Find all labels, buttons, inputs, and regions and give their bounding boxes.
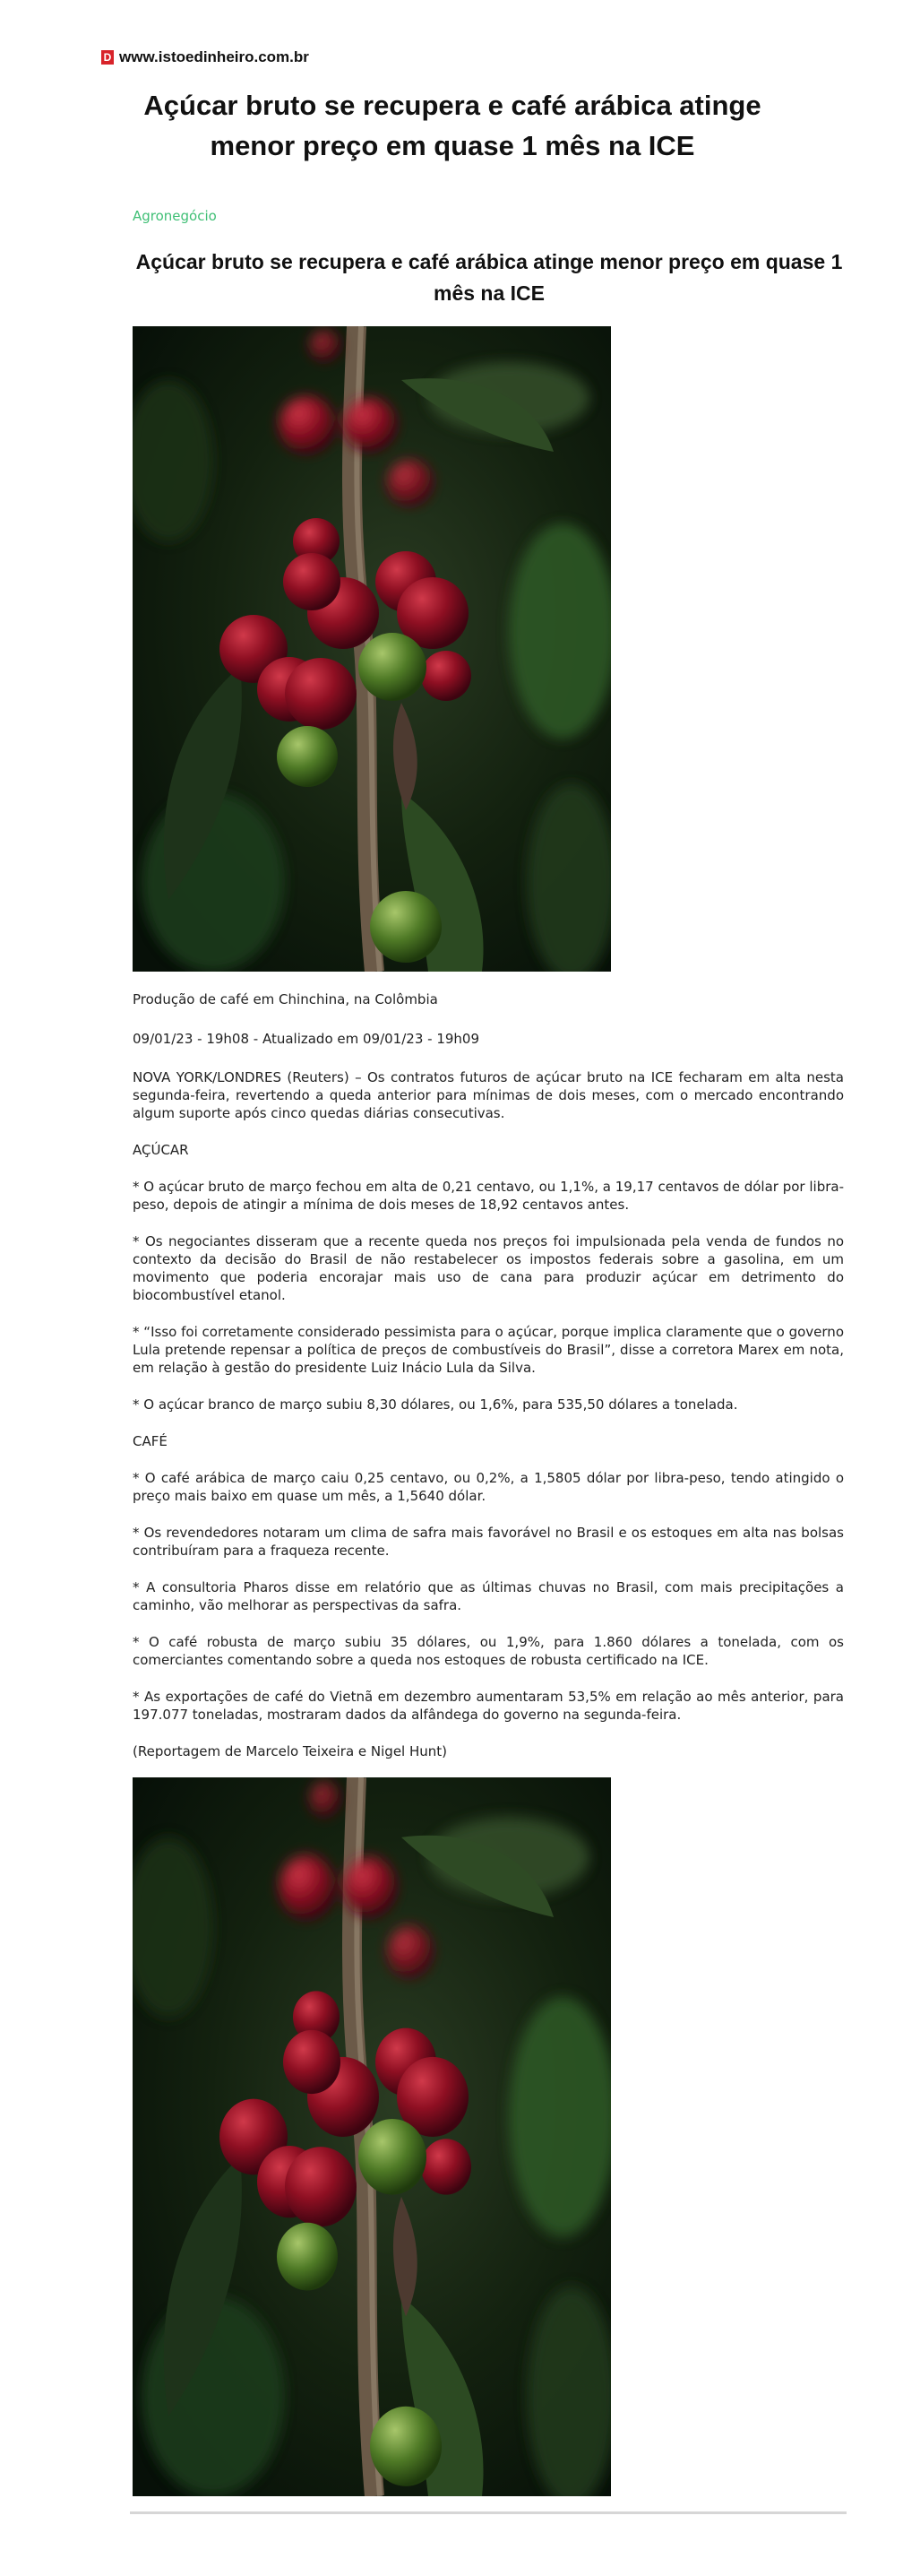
site-header	[101, 47, 309, 68]
photo-caption: Produção de café em Chinchina, na Colômbia	[133, 991, 438, 1007]
paragraph: * Os revendedores notaram um clima de safra mais favorável no Brasil e os estoques em alta nas bolsas contribuíram para a fraqueza recente.	[133, 1525, 844, 1559]
paragraph: * O açúcar bruto de março fechou em alta de 0,21 centavo, ou 1,1%, a 19,17 centavos de dólar por libra-peso, depois de atingir a mínima de dois meses de 18,92 centavos antes.	[133, 1179, 844, 1213]
article-title: Açúcar bruto se recupera e café arábica atinge menor preço em quase 1 mês na ICE	[135, 250, 843, 305]
section-heading-cafe: CAFÉ	[133, 1433, 168, 1449]
section-heading-acucar: AÇÚCAR	[133, 1142, 189, 1158]
article-body	[133, 1068, 844, 1779]
coffee-cherries-image	[133, 1777, 611, 2496]
paragraph: * As exportações de café do Vietnã em dezembro aumentaram 53,5% em relação ao mês anterior, para 197.077 toneladas, mostraram dados da alfândega do governo na segunda-feira.	[133, 1689, 844, 1723]
article-dateline: 09/01/23 - 19h08 - Atualizado em 09/01/23 - 19h09	[133, 1031, 479, 1047]
site-url[interactable]: www.istoedinheiro.com.br	[119, 48, 309, 65]
reporting-credit: (Reportagem de Marcelo Teixeira e Nigel Hunt)	[133, 1743, 448, 1759]
article-photo-repeat	[133, 1777, 611, 2496]
paragraph: * Os negociantes disseram que a recente queda nos preços foi impulsionada pela venda de fundos no contexto da decisão do Brasil de não restabelecer os impostos federais sobre a gasolina, em um movimento que poderia encorajar mais uso de cana para produzir açúcar em detrimento do biocombustível etanol.	[133, 1233, 844, 1303]
article-photo	[133, 326, 611, 972]
footer-divider	[130, 2511, 847, 2514]
hero-title: Açúcar bruto se recupera e café arábica atinge menor preço em quase 1 mês na ICE	[143, 90, 761, 161]
site-logo-icon: D	[101, 50, 114, 65]
paragraph: * O café arábica de março caiu 0,25 centavo, ou 0,2%, a 1,5805 dólar por libra-peso, tendo atingido o preço mais baixo em quase um mês, a 1,5640 dólar.	[133, 1470, 844, 1504]
paragraph: * O açúcar branco de março subiu 8,30 dólares, ou 1,6%, para 535,50 dólares a tonelada.	[133, 1396, 738, 1413]
paragraph: * A consultoria Pharos disse em relatório que as últimas chuvas no Brasil, com mais precipitações a caminho, vão melhorar as perspectivas da safra.	[133, 1579, 844, 1613]
paragraph: * “Isso foi corretamente considerado pessimista para o açúcar, porque implica claramente que o governo Lula pretende repensar a política de preços de combustíveis do Brasil”, disse a corretora Marex em nota, em relação à gestão do presidente Luiz Inácio Lula da Silva.	[133, 1324, 844, 1376]
paragraph-lead: NOVA YORK/LONDRES (Reuters) – Os contratos futuros de açúcar bruto na ICE fecharam em alta nesta segunda-feira, revertendo a queda anterior para mínimas de dois meses, com o mercado encontrando algum suporte após cinco quedas diárias consecutivas.	[133, 1069, 844, 1121]
article-category[interactable]: Agronegócio	[133, 208, 217, 224]
paragraph: * O café robusta de março subiu 35 dólares, ou 1,9%, para 1.860 dólares a tonelada, com os comerciantes comentando sobre a queda nos estoques de robusta certificado na ICE.	[133, 1634, 844, 1668]
coffee-cherries-image	[133, 326, 611, 972]
